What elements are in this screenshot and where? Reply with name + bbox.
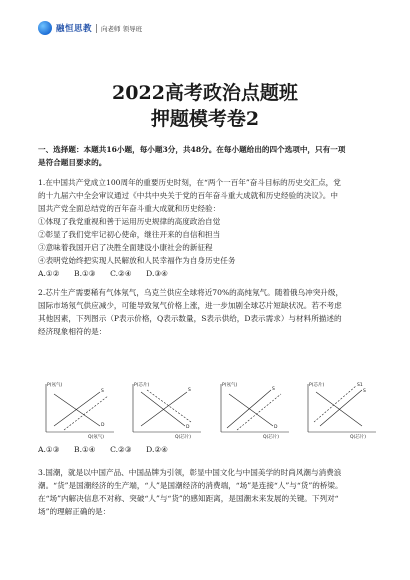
curve-label: S1 [356, 383, 363, 388]
question-text-line: 经济现象相符的是： [38, 327, 107, 336]
exam-title: 2022高考政治点题班 [112, 82, 298, 104]
figure-4 [300, 380, 378, 440]
answer-choices: A.①② B.①③ C.②④ D.③④ [38, 269, 168, 278]
question-text-line: 2.芯片生产需要稀有气体氖气，乌克兰供应全球将近70%的高纯氖气。随着俄乌冲突升级， [38, 288, 344, 297]
question-text-line: 其他因素，下列图示（P表示价格，Q表示数量，S表示供给，D表示需求）与材料所描述的 [38, 314, 342, 323]
demand-curve [316, 392, 362, 426]
curve-label: S [101, 389, 104, 394]
question-text-line: 的十九届六中全会审议通过《中共中央关于党的百年奋斗重大成就和历史经验的决议》。中 [38, 191, 338, 200]
question-text-line: 1.在中国共产党成立100周年的重要历史时刻，在“两个一百年”奋斗目标的历史交汇点，党 [38, 178, 341, 187]
figure-2-graph [125, 380, 203, 440]
supply-curve [320, 390, 362, 426]
question-text-line: 在“场”内解决信息不对称、突破“人”与“货”的感知距离，是国潮未来发展的关键。下列对“ [38, 494, 339, 503]
statement-option: ④表明党始终把实现人民解放和人民幸福作为自身历史任务 [38, 256, 236, 265]
answer-choices: A.①③ B.①④ C.②③ D.②④ [38, 445, 168, 454]
x-axis-label: Q(氖气) [88, 435, 105, 440]
curve-label: S [188, 388, 192, 393]
y-axis-label: P(芯片) [134, 383, 150, 388]
statement-option: ②彰显了我们党牢记初心使命，继往开来的自信和担当 [38, 230, 221, 239]
figure-1 [38, 380, 116, 440]
curve-label: S [362, 389, 366, 394]
curve-label: S [271, 387, 275, 392]
y-axis-label: P(氖气) [47, 383, 63, 388]
logo-text: 融恒思教 [56, 24, 93, 34]
logo-icon [38, 21, 52, 35]
logo-tagline: 向老师 领导班 [96, 24, 142, 33]
curve-label: D [101, 423, 105, 428]
figure-1-graph [38, 380, 116, 440]
exam-subtitle: 押题模考卷2 [150, 108, 260, 130]
y-axis-label: P(芯片) [308, 383, 325, 388]
section-heading-line: 一、选择题：本题共16小题，每小题3分，共48分。在每小题给出的四个选项中，只有一项 [38, 145, 346, 154]
x-axis-label: Q(芯片) [262, 435, 279, 440]
question-text-line: 场”的理解正确的是： [38, 507, 111, 516]
section-heading [38, 143, 378, 169]
question-2 [38, 286, 378, 338]
curve-label: D [273, 425, 278, 430]
statement-option: ①体现了我党重视和善于运用历史规律的高度政治自觉 [38, 217, 221, 226]
brand-logo [38, 20, 142, 36]
question-text-line: 3.国潮，就是以中国产品、中国品牌为引领，彰显中国文化与中国美学的时尚风潮与消费浪 [38, 468, 342, 477]
figure-4-graph [300, 380, 378, 440]
x-axis-label: Q(芯片) [175, 435, 192, 440]
question-1 [38, 176, 378, 280]
section-heading-line: 是符合题目要求的。 [38, 158, 107, 167]
figure-3 [213, 380, 291, 440]
question-2-choices [38, 443, 378, 456]
x-axis-label: Q(芯片) [349, 435, 367, 440]
curve-label: D [186, 425, 190, 430]
shifted-demand-curve [147, 390, 191, 422]
statement-option: ③意味着我国开启了决胜全面建设小康社会的新征程 [38, 243, 213, 252]
supply-demand-figures [38, 380, 378, 440]
figure-2 [125, 380, 203, 440]
question-text-line: 潮。“货”是国潮经济的生产端，“人”是国潮经济的消费端，“场”是连接“人”与“货”的桥梁。 [38, 481, 343, 490]
question-text-line: 国际市场氖气供应减少，可能导致氖气价格上涨，进一步加剧全球芯片短缺状况。若不考虑 [38, 301, 342, 310]
demand-curve [229, 394, 273, 426]
question-text-line: 国共产党全面总结党的百年奋斗重大成就和历史经验： [38, 204, 221, 213]
question-3 [38, 466, 378, 518]
supply-curve [227, 390, 271, 428]
figure-3-graph [213, 380, 291, 440]
y-axis-label: P(氖气) [221, 383, 237, 388]
